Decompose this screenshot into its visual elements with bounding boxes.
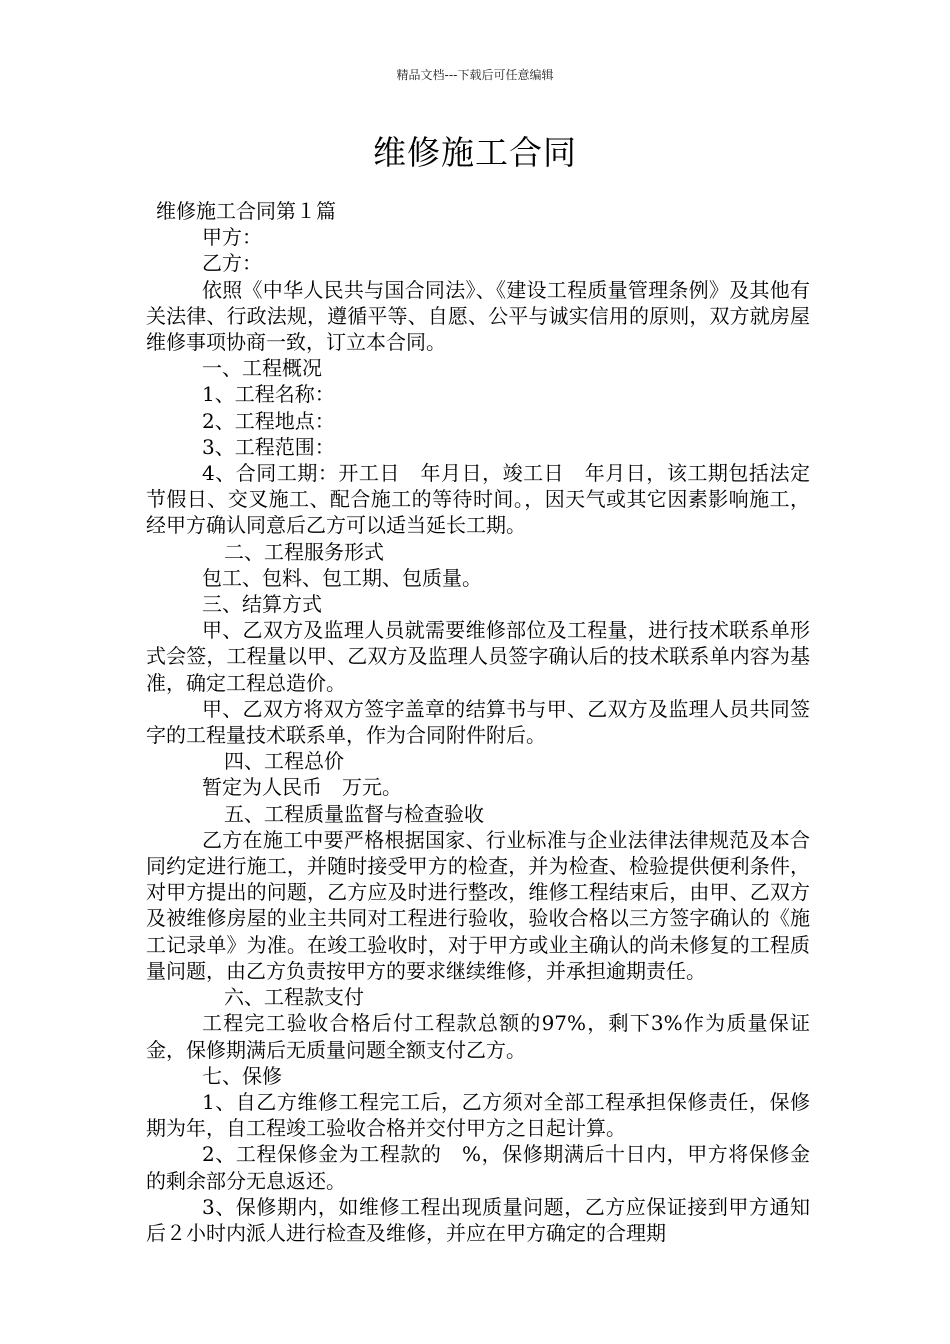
paragraph: 3、保修期内，如维修工程出现质量问题，乙方应保证接到甲方通知后２小时内派人进行检查及维修，并应在甲方确定的合理期 — [146, 1194, 810, 1245]
paragraph: 四、工程总价 — [224, 749, 344, 774]
paragraph: 1、自乙方维修工程完工后，乙方须对全部工程承担保修责任，保修期为年，自工程竣工验收合格并交付甲方之日起计算。 — [146, 1089, 810, 1141]
paragraph: 维修施工合同第１篇 — [156, 199, 336, 223]
paragraph: 七、保修 — [202, 1063, 282, 1088]
paragraph: 工程完工验收合格后付工程款总额的97%，剩下3%作为质量保证金，保修期满后无质量问题全额支付乙方。 — [146, 1011, 810, 1062]
paragraph: 甲、乙双方及监理人员就需要维修部位及工程量，进行技术联系单形式会签，工程量以甲、乙双方及监理人员签字确认后的技术联系单内容为基准，确定工程总造价。 — [146, 618, 810, 695]
paragraph: 三、结算方式 — [202, 592, 322, 617]
paragraph: 包工、包料、包工期、包质量。 — [202, 565, 482, 590]
paragraph: 乙方： — [202, 251, 262, 276]
paragraph: 甲、乙双方将双方签字盖章的结算书与甲、乙双方及监理人员共同签字的工程量技术联系单，作为合同附件附后。 — [146, 696, 810, 748]
paragraph: 4、合同工期：开工日 年月日，竣工日 年月日，该工期包括法定节假日、交叉施工、配合施工的等待时间。，因天气或其它因素影响施工，经甲方确认同意后乙方可以适当延长工期。 — [146, 461, 810, 538]
paragraph: 依照《中华人民共与国合同法》、《建设工程质量管理条例》及其他有关法律、行政法规，遵循平等、自愿、公平与诚实信用的原则，双方就房屋维修事项协商一致，订立本合同。 — [146, 277, 810, 355]
paragraph: 甲方： — [202, 225, 262, 250]
document-title: 维修施工合同 — [373, 133, 577, 172]
page-header-watermark: 精品文档---下载后可任意编辑 — [396, 68, 554, 82]
paragraph: 五、工程质量监督与检查验收 — [224, 801, 484, 826]
paragraph: 2、工程地点： — [202, 408, 335, 433]
paragraph: 1、工程名称： — [202, 382, 335, 407]
paragraph: 二、工程服务形式 — [224, 539, 384, 564]
paragraph: 一、工程概况 — [202, 356, 322, 381]
paragraph: 暂定为人民币 万元。 — [202, 775, 402, 800]
paragraph: 六、工程款支付 — [224, 985, 364, 1010]
paragraph: 乙方在施工中要严格根据国家、行业标准与企业法律法律规范及本合同约定进行施工，并随时接受甲方的检查，并为检查、检验提供便利条件，对甲方提出的问题，乙方应及时进行整改，维修工程结束后，由甲、乙双方及被维修房屋的业主共同对工程进行验收，验收合格以三方签字确认的《施工记录单》为准。在竣工验收时，对于甲方或业主确认的尚未修复的工程质量问题，由乙方负责按甲方的要求继续维修，并承担逾期责任。 — [146, 827, 810, 983]
paragraph: 3、工程范围： — [202, 434, 335, 459]
paragraph: 2、工程保修金为工程款的 %，保修期满后十日内，甲方将保修金的剩余部分无息返还。 — [146, 1142, 810, 1193]
document-body — [146, 198, 810, 1246]
